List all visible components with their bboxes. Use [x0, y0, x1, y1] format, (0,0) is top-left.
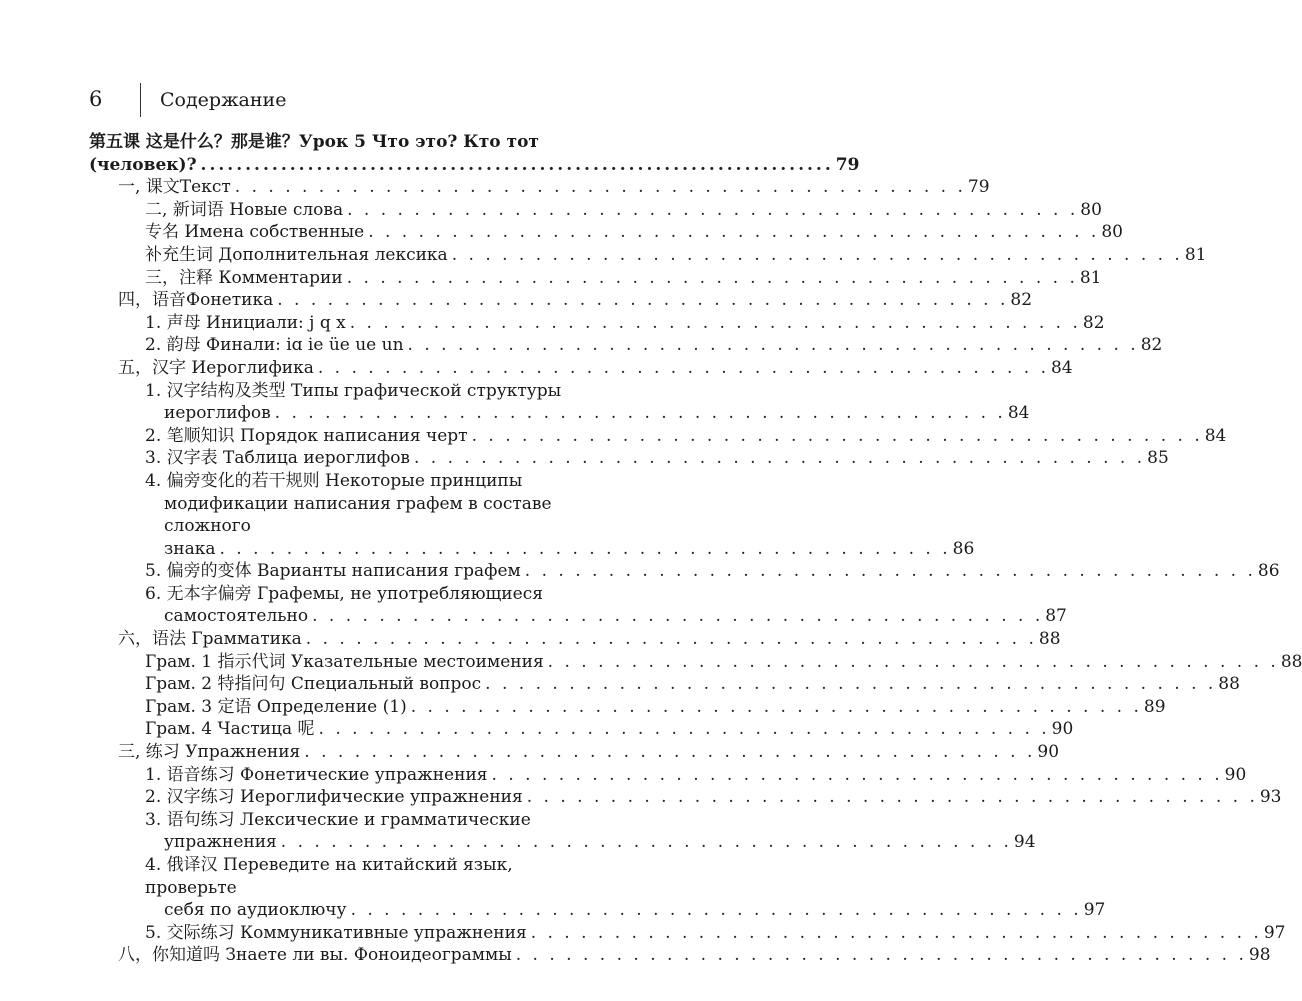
toc-entry-text: 5. 交际练习 Коммуникативные упражнения: [145, 922, 527, 943]
leader-dots: . . . . . . . . . . . . . . . . . . . . . . . . . . . . . . . . . . . . . . . . . . . .: [526, 787, 1258, 808]
toc-page-number: 97: [1263, 922, 1286, 943]
toc-lesson-entry[interactable]: [0, 131, 860, 176]
toc-entry[interactable]: [0, 583, 1067, 628]
toc-entry-text: 八，你知道吗 Знаете ли вы. Фоноидеограммы: [118, 945, 512, 966]
toc-entry[interactable]: [0, 741, 1060, 764]
toc-entry[interactable]: [0, 854, 1106, 922]
toc-page-number: 82: [1140, 335, 1163, 356]
toc-page-number: 87: [1045, 606, 1067, 627]
toc-entry[interactable]: [0, 764, 1247, 787]
toc-page-number: 93: [1259, 787, 1282, 808]
toc-entry-text: упражнения: [164, 832, 277, 853]
leader-dots: . . . . . . . . . . . . . . . . . . . . . . . . . . . . . . . . . . . . . . . . . . . .: [274, 403, 1006, 424]
toc-entry-text: знака: [164, 538, 216, 559]
leader-dots: . . . . . . . . . . . . . . . . . . . . . . . . . . . . . . . . . . . . . . . . . . . .: [219, 538, 951, 559]
toc-page-number: 86: [952, 538, 975, 559]
toc-entry[interactable]: [0, 470, 975, 560]
leader-dots: . . . . . . . . . . . . . . . . . . . . . . . . . . . . . . . . . . . . . . . . . . . .: [312, 606, 1044, 627]
toc-entry[interactable]: [0, 651, 1302, 674]
toc-page-number: 81: [1184, 244, 1207, 265]
leader-dots: . . . . . . . . . . . . . . . . . . . . . . . . . . . . . . . . . . . . . . . . . . . .: [277, 290, 1009, 311]
toc-page-number: 89: [1143, 696, 1166, 717]
toc-entry-text: 3. 汉字表 Таблица иероглифов: [145, 448, 410, 469]
toc-entry-text: 6. 无本字偏旁 Графемы, не употребляющиеся: [145, 583, 543, 604]
toc-page-number: 94: [1013, 832, 1036, 853]
leader-dots: . . . . . . . . . . . . . . . . . . . . . . . . . . . . . . . . . . . . . . . . . . . .: [407, 335, 1139, 356]
leader-dots: . . . . . . . . . . . . . . . . . . . . . . . . . . . . . . . . . . . . . . . . . . . .: [451, 244, 1183, 265]
leader-dots: . . . . . . . . . . . . . . . . . . . . . . . . . . . . . . . . . . . . . . . . . . . .: [485, 674, 1217, 695]
toc-entry[interactable]: [0, 244, 1207, 267]
leader-dots: . . . . . . . . . . . . . . . . . . . . . . . . . . . . . . . . . . . . . . . . . . . .: [347, 199, 1079, 220]
leader-dots: . . . . . . . . . . . . . . . . . . . . . . . . . . . . . . . . . . . . . . . . . . . .: [368, 222, 1100, 243]
leader-dots: . . . . . . . . . . . . . . . . . . . . . . . . . . . . . . . . . . . . . . . . . . . .: [530, 922, 1262, 943]
leader-dots: . . . . . . . . . . . . . . . . . . . . . . . . . . . . . . . . . . . . . . . . . . . .: [547, 651, 1279, 672]
toc-entry[interactable]: [0, 199, 1102, 222]
leader-dots: . . . . . . . . . . . . . . . . . . . . . . . . . . . . . . . . . . . . . . . . . . . .: [318, 719, 1050, 740]
toc-entry[interactable]: [0, 718, 1074, 741]
toc-entry-text: Грам. 3 定语 Определение (1): [145, 696, 407, 717]
toc-entry[interactable]: [0, 380, 1030, 425]
toc-entry[interactable]: [0, 673, 1240, 696]
toc-entry[interactable]: [0, 809, 1036, 854]
toc-entry[interactable]: [0, 176, 990, 199]
toc-entry[interactable]: [0, 334, 1163, 357]
toc-page-number: 97: [1083, 900, 1106, 921]
toc-page-number: 84: [1050, 357, 1073, 378]
toc-entry[interactable]: [0, 447, 1169, 470]
toc-entry-text: 二, 新词语 Новые слова: [145, 199, 344, 220]
toc-page-number: 84: [1007, 403, 1030, 424]
toc-page-number: 88: [1038, 629, 1061, 650]
toc-entry-text: 一, 课文Текст: [118, 177, 231, 198]
toc-entry-text: 1. 语音练习 Фонетические упражнения: [145, 764, 488, 785]
toc-page-number: 98: [1248, 945, 1271, 966]
toc-entry-text: 四，语音Фонетика: [118, 290, 274, 311]
leader-dots: . . . . . . . . . . . . . . . . . . . . . . . . . . . . . . . . . . . . . . . . . . . .: [280, 832, 1012, 853]
toc-entry[interactable]: [0, 221, 1123, 244]
toc-page-number: 79: [967, 177, 990, 198]
toc-entry-text: модификации написания графем в составе сложного: [164, 493, 552, 537]
toc-entry-text: самостоятельно: [164, 606, 309, 627]
page-number: 6: [89, 87, 103, 111]
leader-dots: . . . . . . . . . . . . . . . . . . . . . . . . . . . . . . . . . . . . . . . . . . . .: [524, 561, 1256, 582]
toc-page-number: 82: [1082, 312, 1105, 333]
toc-entry[interactable]: [0, 425, 1227, 448]
toc-page-number: 88: [1218, 674, 1240, 695]
toc-entry-text: 三，注释 Комментарии: [145, 267, 343, 288]
toc-entry[interactable]: [0, 560, 1280, 583]
toc-entry-text: 2. 韵母 Финали: iɑ ie üe ue un: [145, 335, 404, 356]
toc-entry[interactable]: [0, 786, 1282, 809]
toc-entry-text: 1. 声母 Инициали: j q x: [145, 312, 346, 333]
leader-dots: . . . . . . . . . . . . . . . . . . . . . . . . . . . . . . . . . . . . . . . . . . . .: [317, 357, 1049, 378]
toc-entry-text: 2. 笔顺知识 Порядок написания черт: [145, 425, 468, 446]
leader-dots: . . . . . . . . . . . . . . . . . . . . . . . . . . . . . . . . . . . . . . . . . . . .: [350, 900, 1082, 921]
leader-dots: .......................................................................: [200, 154, 834, 175]
toc-entry[interactable]: [0, 696, 1166, 719]
leader-dots: . . . . . . . . . . . . . . . . . . . . . . . . . . . . . . . . . . . . . . . . . . . .: [471, 425, 1203, 446]
leader-dots: . . . . . . . . . . . . . . . . . . . . . . . . . . . . . . . . . . . . . . . . . . . .: [349, 312, 1081, 333]
leader-dots: . . . . . . . . . . . . . . . . . . . . . . . . . . . . . . . . . . . . . . . . . . . .: [515, 945, 1247, 966]
toc-entry-text: 专名 Имена собственные: [145, 222, 365, 243]
toc-entry-text: 4. 俄译汉 Переведите на китайский язык, проверьте: [145, 855, 513, 898]
toc-page-number: 90: [1037, 742, 1060, 763]
toc-entry-text: 六，语法 Грамматика: [118, 629, 302, 650]
toc-entry-text: иероглифов: [164, 403, 271, 424]
toc-entry-text: 五，汉字 Иероглифика: [118, 357, 314, 378]
toc-entry[interactable]: [0, 357, 1073, 380]
toc-page-number: 84: [1204, 425, 1227, 446]
toc-page-number: 90: [1224, 764, 1247, 785]
toc-page-number: 80: [1080, 199, 1102, 220]
toc-entry-text: себя по аудиоключу: [164, 900, 347, 921]
toc-entry-text: 3. 语句练习 Лексические и грамматические: [145, 809, 531, 830]
toc-entry-text: (человек)?: [89, 154, 197, 175]
leader-dots: . . . . . . . . . . . . . . . . . . . . . . . . . . . . . . . . . . . . . . . . . . . .: [414, 448, 1146, 469]
running-title: Содержание: [160, 89, 287, 111]
toc-page-number: 82: [1010, 290, 1033, 311]
toc-page-number: 90: [1051, 719, 1074, 740]
leader-dots: . . . . . . . . . . . . . . . . . . . . . . . . . . . . . . . . . . . . . . . . . . . .: [234, 177, 966, 198]
toc-entry-text: 三, 练习 Упражнения: [118, 742, 301, 763]
toc-entry-text: Грам. 1 指示代词 Указательные местоимения: [145, 651, 544, 672]
toc-page-number: 86: [1257, 561, 1280, 582]
toc-entry-text: Грам. 4 Частица 呢: [145, 719, 315, 740]
toc-entry-text: 1. 汉字结构及类型 Типы графической структуры: [145, 380, 562, 401]
leader-dots: . . . . . . . . . . . . . . . . . . . . . . . . . . . . . . . . . . . . . . . . . . . .: [304, 742, 1036, 763]
toc-page-number: 88: [1280, 651, 1302, 672]
toc-entry[interactable]: [0, 922, 1286, 945]
running-header: [0, 83, 684, 123]
toc-page-number: 80: [1101, 222, 1123, 243]
toc-page-number: 81: [1079, 267, 1102, 288]
toc-entry-text: 2. 汉字练习 Иероглифические упражнения: [145, 787, 523, 808]
table-of-contents: [0, 131, 1302, 967]
toc-entry-text: Грам. 2 特指问句 Специальный вопрос: [145, 674, 482, 695]
toc-entry-text: 5. 偏旁的变体 Варианты написания графем: [145, 561, 521, 582]
toc-entry[interactable]: [0, 944, 1271, 967]
header-divider: [140, 83, 141, 117]
leader-dots: . . . . . . . . . . . . . . . . . . . . . . . . . . . . . . . . . . . . . . . . . . . .: [346, 267, 1078, 288]
toc-entry[interactable]: [0, 289, 1033, 312]
toc-page-number: 85: [1147, 448, 1169, 469]
leader-dots: . . . . . . . . . . . . . . . . . . . . . . . . . . . . . . . . . . . . . . . . . . . .: [491, 764, 1223, 785]
toc-entry[interactable]: [0, 312, 1105, 335]
toc-page-number: 79: [835, 154, 860, 175]
toc-entry[interactable]: [0, 267, 1102, 290]
leader-dots: . . . . . . . . . . . . . . . . . . . . . . . . . . . . . . . . . . . . . . . . . . . .: [410, 696, 1142, 717]
toc-entry-text: 4. 偏旁变化的若干规则 Некоторые принципы: [145, 470, 523, 491]
leader-dots: . . . . . . . . . . . . . . . . . . . . . . . . . . . . . . . . . . . . . . . . . . . .: [305, 629, 1037, 650]
toc-entry-text: 补充生词 Дополнительная лексика: [145, 244, 448, 265]
toc-entry-text: 第五课 这是什么？那是谁？Урок 5 Что это? Кто тот: [89, 132, 539, 152]
toc-entry[interactable]: [0, 628, 1061, 651]
